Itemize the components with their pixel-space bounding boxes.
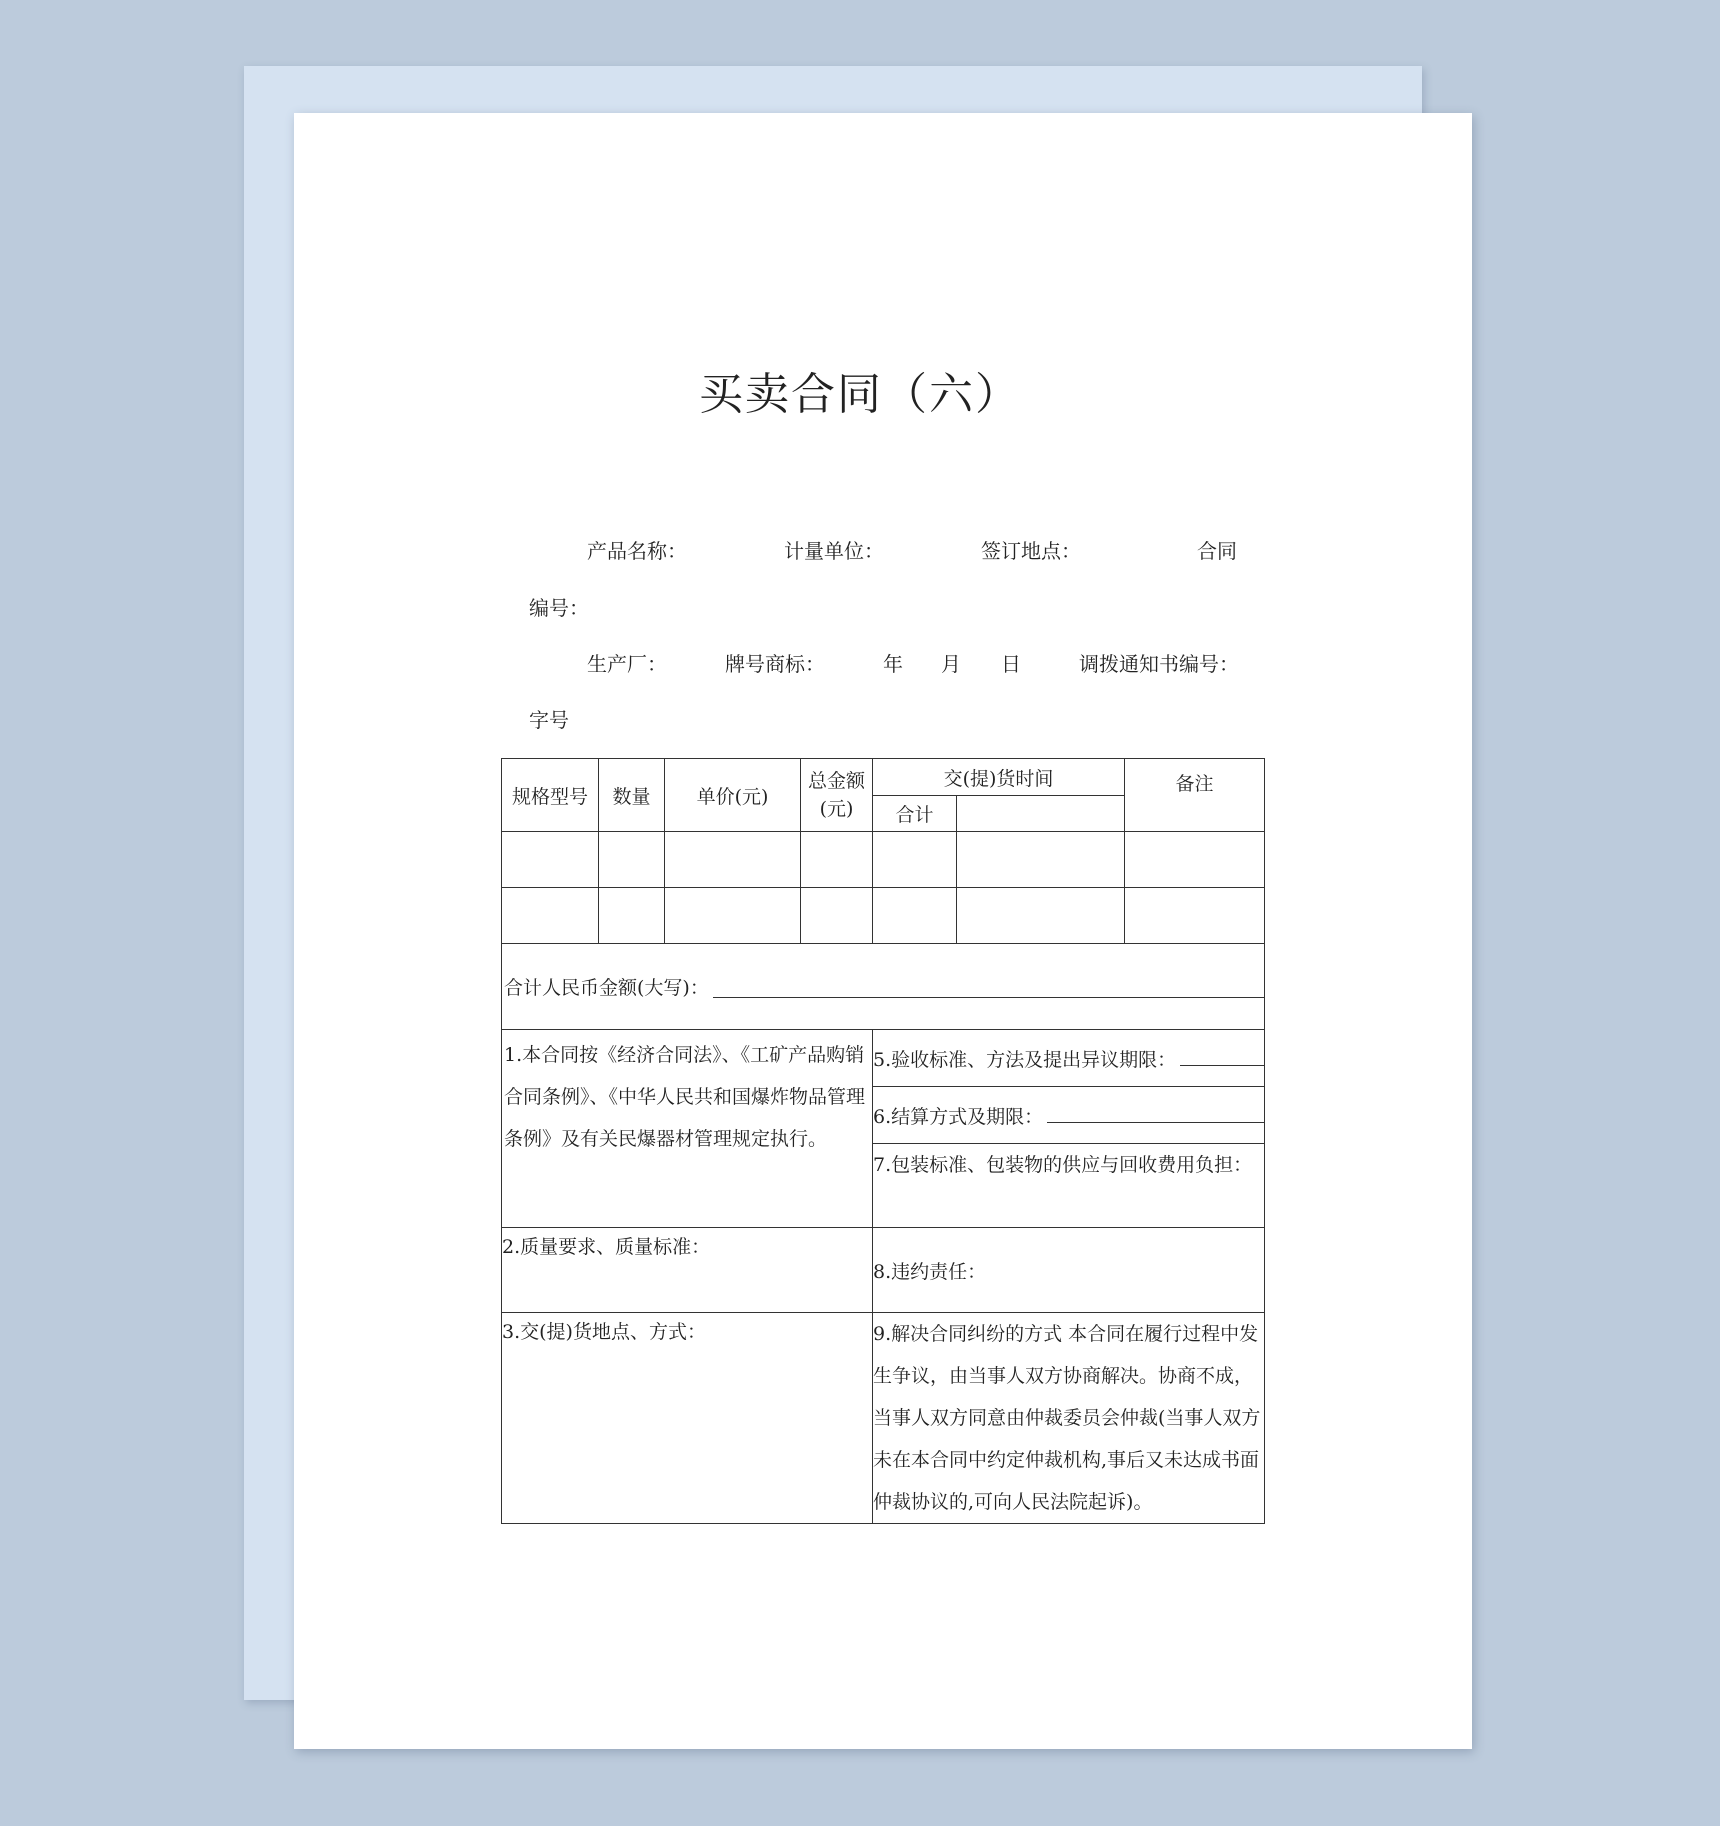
clause-6-label: 6.结算方式及期限：: [873, 1105, 1044, 1128]
cell[interactable]: [801, 832, 873, 888]
total-rmb-blank[interactable]: [713, 996, 1264, 998]
total-rmb-cell: [502, 944, 1265, 1030]
cell[interactable]: [599, 888, 665, 944]
clause-2-text: 2.质量要求、质量标准：: [502, 1236, 711, 1258]
clause-5-cell: [873, 1030, 1265, 1087]
clause-7-cell: [873, 1144, 1265, 1228]
table-row: [502, 888, 1265, 944]
clause-7-text: 7.包装标准、包装物的供应与回收费用负担：: [873, 1154, 1253, 1176]
brand-label: 牌号商标：: [725, 652, 825, 676]
contract-prefix-label: 合同: [1197, 539, 1237, 563]
header-total-line1: 总金额: [807, 770, 865, 792]
cell[interactable]: [957, 832, 1125, 888]
cell[interactable]: [1125, 832, 1265, 888]
transfer-notice-label: 调拨通知书编号：: [1079, 652, 1239, 676]
zihao-label: 字号: [529, 708, 569, 732]
clause-6-blank[interactable]: [1047, 1121, 1264, 1123]
manufacturer-label: 生产厂：: [587, 652, 667, 676]
clause-5-label: 5.验收标准、方法及提出异议期限：: [873, 1048, 1177, 1071]
clause-9-text: 9.解决合同纠纷的方式 本合同在履行过程中发生争议，由当事人双方协商解决。协商不成，当事人双方同意由仲裁委员会仲裁(当事人双方未在本合同中约定仲裁机构,事后又未达成书面仲裁协议的,可向人民法院起诉)。: [873, 1323, 1261, 1513]
header-spec: 规格型号: [502, 759, 599, 832]
clause-5-blank[interactable]: [1180, 1064, 1264, 1066]
clause-3-text: 3.交(提)货地点、方式：: [502, 1321, 706, 1343]
header-delivery-blank: [957, 796, 1125, 832]
header-total: [801, 759, 873, 832]
header-remarks: 备注: [1125, 759, 1265, 832]
clause-8-text: 8.违约责任：: [873, 1260, 987, 1283]
cell[interactable]: [957, 888, 1125, 944]
cell[interactable]: [873, 832, 957, 888]
cell[interactable]: [873, 888, 957, 944]
clause-9-cell: [873, 1313, 1265, 1524]
clause-8-cell: [873, 1228, 1265, 1313]
clause-1-text: 1.本合同按《经济合同法》、《工矿产品购销合同条例》、《中华人民共和国爆炸物品管理条例》及有关民爆器材管理规定执行。: [504, 1044, 866, 1150]
total-rmb-label: 合计人民币金额(大写)：: [504, 977, 709, 999]
contract-table: [501, 758, 1265, 1524]
header-delivery-time: 交(提)货时间: [873, 759, 1125, 796]
header-total-line2: (元): [819, 798, 854, 820]
clause-6-cell: [873, 1087, 1265, 1144]
product-name-label: 产品名称：: [587, 539, 687, 563]
day-label: 日: [1001, 652, 1021, 676]
number-label: 编号：: [529, 596, 589, 620]
cell[interactable]: [665, 832, 801, 888]
clause-1-cell: [502, 1030, 873, 1228]
page-title: 买卖合同（六）: [699, 369, 1021, 420]
clause-2-cell: [502, 1228, 873, 1313]
cell[interactable]: [1125, 888, 1265, 944]
cell[interactable]: [502, 832, 599, 888]
sign-place-label: 签订地点：: [981, 539, 1081, 563]
clause-3-cell: [502, 1313, 873, 1524]
table-row: [502, 832, 1265, 888]
header-quantity: 数量: [599, 759, 665, 832]
cell[interactable]: [599, 832, 665, 888]
cell[interactable]: [502, 888, 599, 944]
cell[interactable]: [665, 888, 801, 944]
header-delivery-sum: 合计: [873, 796, 957, 832]
cell[interactable]: [801, 888, 873, 944]
month-label: 月: [941, 652, 961, 676]
header-unit-price: 单价(元): [665, 759, 801, 832]
year-label: 年: [883, 652, 903, 676]
unit-label: 计量单位：: [784, 539, 884, 563]
